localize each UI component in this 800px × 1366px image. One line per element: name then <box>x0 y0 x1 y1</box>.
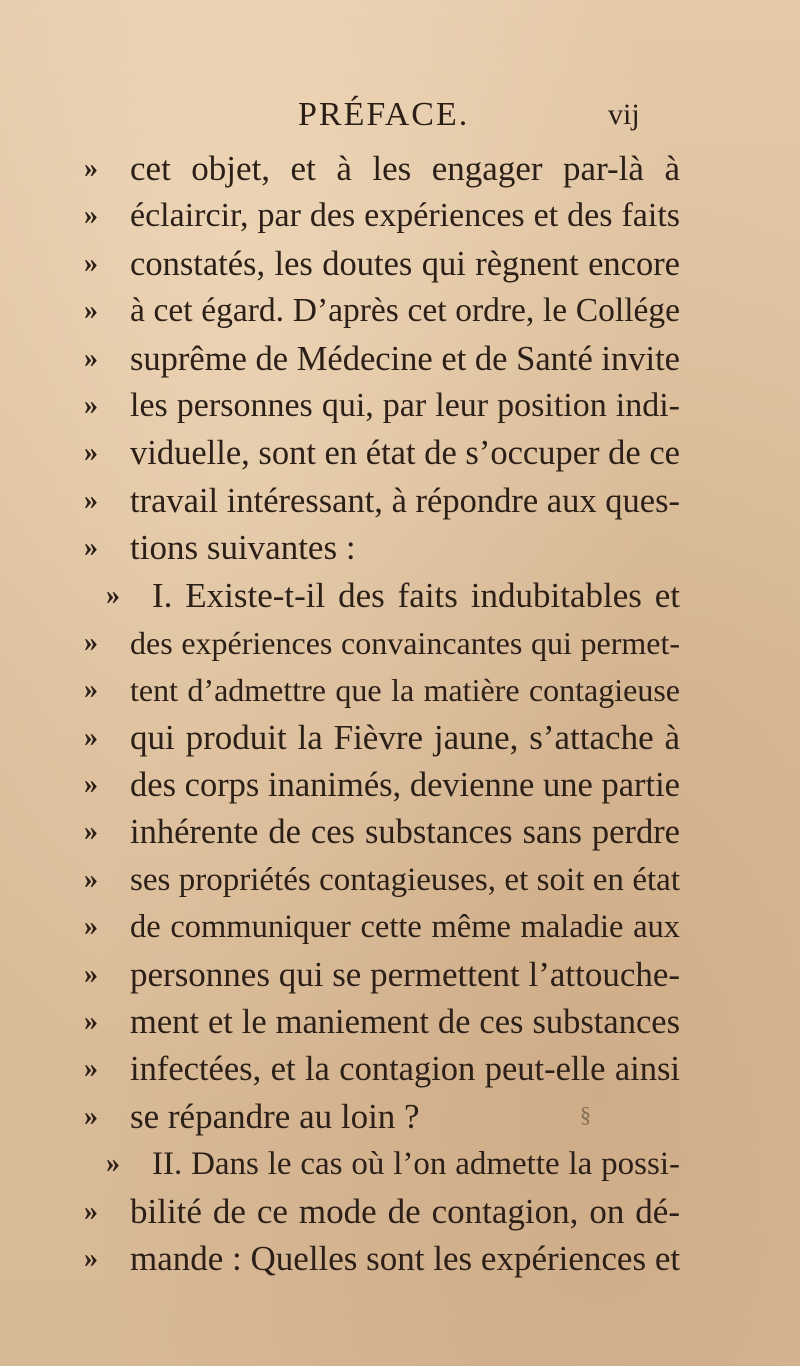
guillemet-mark: » <box>84 626 98 658</box>
text-line <box>0 147 800 194</box>
text-line <box>0 810 800 857</box>
line-text: personnes qui se permettent l’attouche- <box>130 954 681 994</box>
text-line <box>0 1047 800 1094</box>
guillemet-mark: » <box>84 389 98 421</box>
text-line <box>0 953 800 1000</box>
guillemet-mark: » <box>84 1006 98 1038</box>
guillemet-mark: » <box>84 1195 98 1227</box>
line-text: bilité de ce mode de contagion, on dé- <box>130 1191 680 1231</box>
guillemet-mark: » <box>84 721 98 753</box>
line-text: à cet égard. D’après cet ordre, le Collége <box>130 292 680 330</box>
text-line <box>0 668 800 715</box>
printer-mark: § <box>580 1102 591 1127</box>
guillemet-mark: » <box>84 437 98 469</box>
guillemet-mark: » <box>84 484 98 516</box>
text-line <box>0 479 800 526</box>
line-text: viduelle, sont en état de s’occuper de ce <box>130 434 680 473</box>
text-line <box>0 763 800 810</box>
line-text: ment et le maniement de ces substances <box>130 1003 680 1042</box>
guillemet-mark: » <box>84 863 98 895</box>
line-text: des expériences convaincantes qui permet- <box>130 624 680 661</box>
guillemet-mark: » <box>84 153 98 184</box>
text-line <box>0 431 800 478</box>
text-line <box>0 574 800 621</box>
text-line <box>0 621 800 668</box>
text-line <box>0 1095 800 1142</box>
text-line <box>0 716 800 763</box>
line-text: inhérente de ces substances sans perdre <box>130 813 680 852</box>
guillemet-mark: » <box>84 816 98 848</box>
line-text: de communiquer cette même maladie aux <box>130 909 680 946</box>
line-text: se répandre au loin ? <box>130 1096 420 1136</box>
guillemet-mark: » <box>84 1053 98 1085</box>
text-line <box>0 526 800 573</box>
line-text: cet objet, et à les engager par-là à <box>130 149 680 188</box>
text-line <box>0 1190 800 1237</box>
text-line <box>0 289 800 336</box>
text-line <box>0 194 800 241</box>
body-text <box>0 147 800 1284</box>
running-title: PRÉFACE. <box>298 96 470 133</box>
text-line <box>0 384 800 431</box>
guillemet-mark: » <box>84 769 98 801</box>
guillemet-mark: » <box>84 200 98 232</box>
text-line <box>0 1000 800 1047</box>
guillemet-mark: » <box>106 1148 120 1180</box>
text-line <box>0 858 800 905</box>
line-text: éclaircir, par des expériences et des faits <box>130 197 680 235</box>
line-text: travail intéressant, à répondre aux ques- <box>130 481 680 520</box>
text-line <box>0 1142 800 1189</box>
line-text: suprême de Médecine et de Santé invite <box>130 339 680 378</box>
guillemet-mark: » <box>84 342 98 374</box>
line-text: mande : Quelles sont les expériences et <box>130 1238 681 1278</box>
text-line <box>0 242 800 289</box>
page-header <box>0 96 800 140</box>
guillemet-mark: » <box>84 958 98 990</box>
line-text: ses propriétés contagieuses, et soit en état <box>130 861 680 898</box>
guillemet-mark: » <box>84 674 98 706</box>
line-text: II. Dans le cas où l’on admette la possi- <box>152 1146 680 1183</box>
line-text: des corps inanimés, devienne une partie <box>130 766 680 805</box>
guillemet-mark: » <box>84 532 98 564</box>
guillemet-mark: » <box>84 1100 98 1132</box>
line-text: tions suivantes : <box>130 528 356 568</box>
guillemet-mark: » <box>84 911 98 943</box>
guillemet-mark: » <box>84 247 98 279</box>
line-text: I. Existe-t-il des faits indubitables et <box>152 575 680 615</box>
guillemet-mark: » <box>106 579 120 611</box>
line-text: qui produit la Fièvre jaune, s’attache à <box>130 717 680 757</box>
page-number: vij <box>608 98 640 131</box>
line-text: tent d’admettre que la matière contagieuse <box>130 672 680 709</box>
line-text: constatés, les doutes qui règnent encore <box>130 244 680 283</box>
text-line <box>0 337 800 384</box>
text-line <box>0 905 800 952</box>
guillemet-mark: » <box>84 295 98 327</box>
guillemet-mark: » <box>84 1242 98 1274</box>
line-text: infectées, et la contagion peut-elle ainsi <box>130 1050 680 1089</box>
text-line <box>0 1237 800 1284</box>
line-text: les personnes qui, par leur position indi- <box>130 386 680 424</box>
